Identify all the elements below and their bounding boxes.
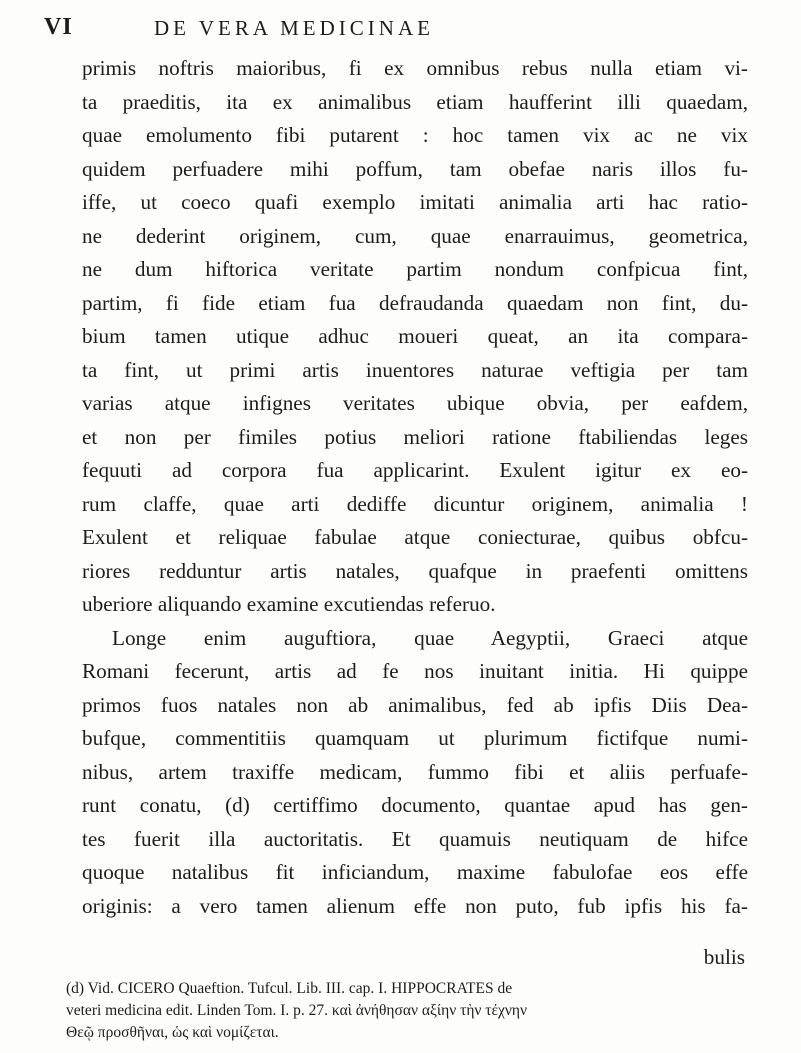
text-line: runt conatu, (d) certiffimo documento, quantae apud has gen-	[82, 793, 748, 817]
catchword: bulis	[703, 945, 745, 969]
text-line: Romani fecerunt, artis ad fe nos inuitant initia. Hi quippe	[82, 659, 748, 683]
text-line: bium tamen utique adhuc moueri queat, an ita compara-	[82, 324, 748, 348]
text-line: uberiore aliquando examine excutiendas referuo.	[82, 592, 496, 616]
text-line: primis noftris maioribus, fi ex omnibus rebus nulla etiam vi-	[82, 56, 748, 80]
text-line: varias atque infignes veritates ubique obvia, per eafdem,	[82, 391, 748, 415]
text-line: tes fuerit illa auctoritatis. Et quamuis neutiquam de hifce	[82, 826, 748, 851]
main-text	[82, 52, 748, 923]
text-line: riores redduntur artis natales, quafque in praefenti omittens	[82, 558, 748, 583]
text-line: Exulent et reliquae fabulae atque coniecturae, quibus obfcu-	[82, 525, 748, 549]
text-line: ta fint, ut primi artis inuentores naturae veftigia per tam	[82, 357, 748, 382]
running-head: DE VERA MEDICINAE	[154, 16, 434, 40]
text-line: fequuti ad corpora fua applicarint. Exulent igitur ex eo-	[82, 458, 748, 482]
text-line: nibus, artem traxiffe medicam, fummo fibi et aliis perfuafe-	[82, 759, 748, 784]
page-header	[44, 14, 744, 44]
text-line: ne dederint originem, cum, quae enarrauimus, geometrica,	[82, 223, 748, 248]
text-line: Longe enim auguftiora, quae Aegyptii, Graeci atque	[112, 625, 748, 650]
text-line: primos fuos natales non ab animalibus, fed ab ipfis Diis Dea-	[82, 692, 748, 717]
text-line: bufque, commentitiis quamquam ut plurimum fictifque numi-	[82, 726, 748, 750]
text-line: originis: a vero tamen alienum effe non puto, fub ipfis his fa-	[82, 893, 748, 918]
text-line: quidem perfuadere mihi poffum, tam obefae naris illos fu-	[82, 156, 748, 181]
footnote-line: (d) Vid. CICERO Quaeftion. Tufcul. Lib. III. cap. I. HIPPOCRATES de	[66, 980, 513, 997]
page-number: VI	[44, 14, 73, 40]
text-line: ne dum hiftorica veritate partim nondum confpicua fint,	[82, 257, 748, 281]
footnote	[66, 978, 756, 1044]
text-line: et non per fimiles potius meliori ratione ftabiliendas leges	[82, 424, 748, 449]
text-line: quae emolumento fibi putarent : hoc tamen vix ac ne vix	[82, 123, 748, 147]
footnote-line: Θεῷ προσθῆναι, ὡς καὶ νομίζεται.	[66, 1024, 279, 1041]
text-line: quoque natalibus fit inficiandum, maxime fabulofae eos effe	[82, 860, 748, 884]
text-line: ta praeditis, ita ex animalibus etiam haufferint illi quaedam,	[82, 89, 748, 114]
footnote-line: veteri medicina edit. Linden Tom. I. p. 27. καὶ ἀνήθησαν αξίην τὴν τέχνην	[66, 1002, 528, 1019]
text-line: iffe, ut coeco quafi exemplo imitati animalia arti hac ratio-	[82, 190, 748, 214]
text-line: rum claffe, quae arti dediffe dicuntur originem, animalia !	[82, 491, 748, 516]
text-line: partim, fi fide etiam fua defraudanda quaedam non fint, du-	[82, 290, 748, 315]
